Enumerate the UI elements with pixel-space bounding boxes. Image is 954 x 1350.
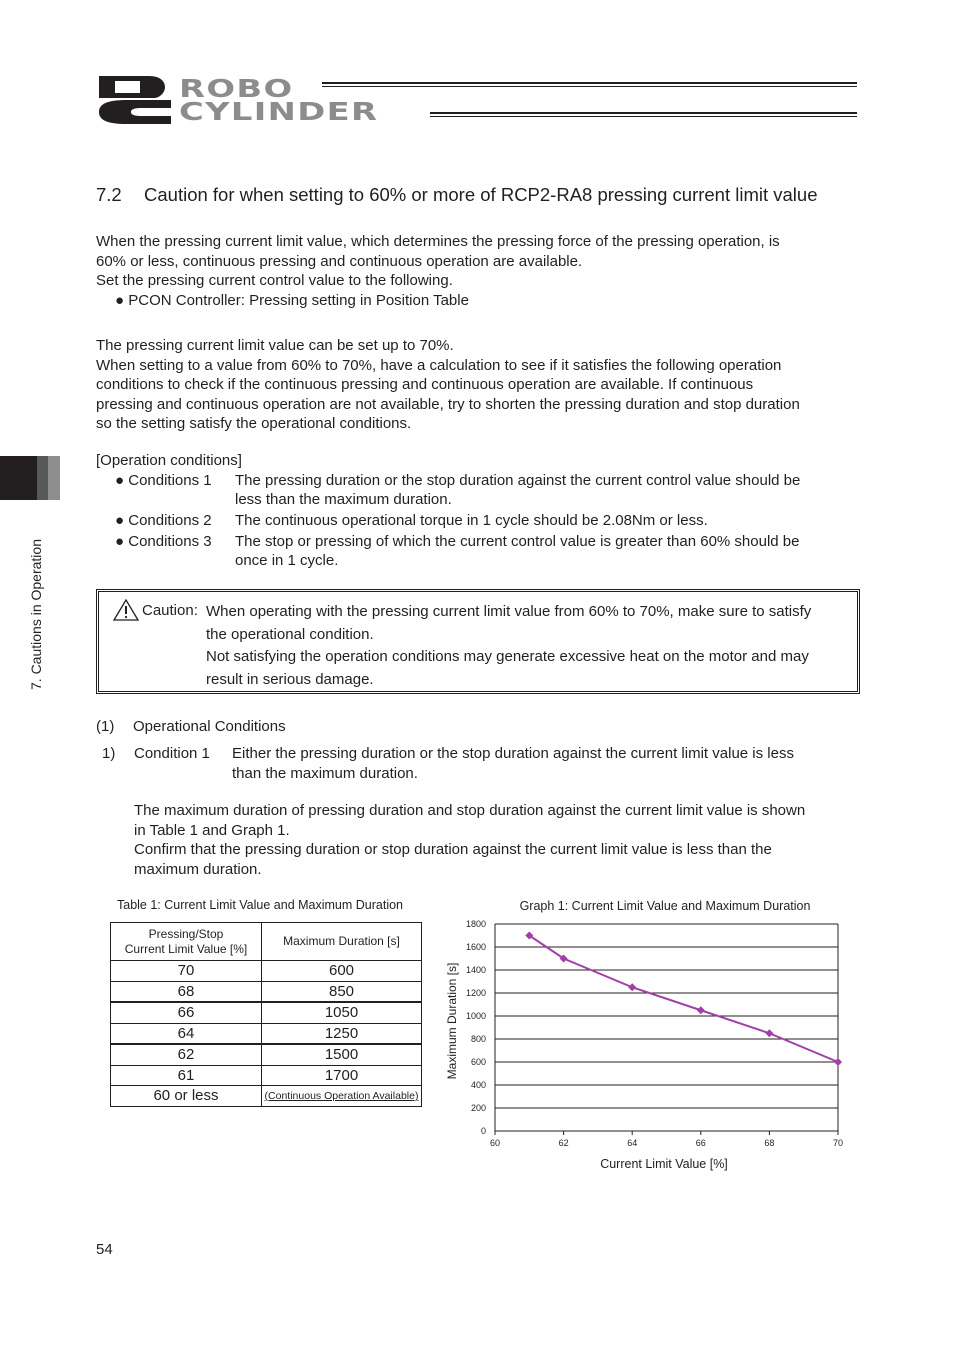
x-tick-label: 60 <box>489 1138 501 1148</box>
operation-conditions: [Operation conditions] ● Conditions 1 The pressing duration or the stop duration against the current control value should be less than the maximum duration. ● Conditions 2 The continuous operational torque in 1 cycle should be 2.08Nm or less. ● Conditions 3 The stop or pressing of which the current control value is greater than 60% should be once in 1 cycle. <box>96 452 801 569</box>
y-tick-label: 1000 <box>465 1011 486 1021</box>
caution-box: Caution: When operating with the pressing current limit value from 60% to 70%, make sure to satisfy the operational condition. Not satisfying the operation conditions may generate excessive heat on the motor and may result in serious damage. <box>96 589 860 694</box>
table-intro: The maximum duration of pressing duration and stop duration against the current limit value is shown in Table 1 and Graph 1. Confirm that the pressing duration or stop duration against the current limit value is less than the maximum duration. <box>134 802 806 878</box>
x-tick-label: 66 <box>695 1138 706 1148</box>
table-row: 60 or less (Continuous Operation Available) <box>111 1086 422 1107</box>
y-tick-label: 800 <box>470 1034 486 1044</box>
table-row: 62 1500 <box>111 1044 422 1065</box>
x-tick-label: 68 <box>764 1138 775 1148</box>
y-tick-label: 1400 <box>465 965 486 975</box>
col-header-duration: Maximum Duration [s] <box>262 923 422 961</box>
chapter-label: 7. Cautions in Operation <box>28 539 44 690</box>
y-tick-label: 400 <box>470 1080 486 1090</box>
subsection-title: Operational Conditions <box>133 718 286 735</box>
x-tick-label: 62 <box>558 1138 569 1148</box>
y-tick-label: 1600 <box>465 942 486 952</box>
page-number: 54 <box>96 1241 113 1258</box>
table-row: 64 1250 <box>111 1023 422 1044</box>
table-row: 68 850 <box>111 981 422 1002</box>
y-tick-label: 200 <box>470 1103 486 1113</box>
y-tick-label: 0 <box>480 1126 486 1136</box>
logo-cylinder: CYLINDER <box>179 97 379 126</box>
table-row: 66 1050 <box>111 1002 422 1023</box>
data-point <box>697 1006 705 1014</box>
table-row: 61 1700 <box>111 1065 422 1086</box>
y-axis-label: Maximum Duration [s] <box>445 962 459 1080</box>
condition-label: ● Conditions 2 <box>115 511 212 529</box>
section-title: Caution for when setting to 60% or more of RCP2-RA8 pressing current limit value <box>144 184 818 205</box>
data-point <box>834 1058 842 1066</box>
y-tick-label: 1200 <box>465 988 486 998</box>
table-caption: Table 1: Current Limit Value and Maximum Duration <box>117 898 404 912</box>
condition-label: ● Conditions 1 <box>115 471 212 489</box>
y-tick-label: 1800 <box>465 919 486 929</box>
subsection-number: (1) <box>96 718 115 735</box>
data-point <box>765 1029 773 1037</box>
x-tick-label: 70 <box>832 1138 844 1148</box>
logo-robo: ROBO <box>179 74 294 103</box>
section-number: 7.2 <box>96 184 122 205</box>
bullet-icon: ● <box>115 291 125 309</box>
manual-page: ROBO CYLINDER 7. Cautions in Operation 7.2 Caution for when setting to 60% or more of RCP2-RA8 pressing current limit value When the pressing current limit value, which determines the pressing force of the pressing operation, is 60% or less, continuous pressing and continuous operation are available. Set the pressing current control value to the following. ● PCON Controller: Pressing setting in Position Table The pressing current limit value can be set up to 70%. When setting to a value from 60% to 70%, have a calculation to see if it satisfies the following operation conditions to check if the continuous pressing and continuous operation are available. If continuous pressing and continuous operation are not available, try to shorten the pressing duration and stop duration so the setting satisfy the operational conditions. [Operation conditions] ● Conditions 1 The pressing duration or the stop duration against the current control value should be less than the maximum duration. ● Conditions 2 The continuous operational torque in 1 cycle should be 2.08Nm or less. ● Conditions 3 The stop or pressing of which the current control value is greater than 60% should be once in 1 cycle. Caution: When operating with the pressing current limit value from 60% to 70%, make sure to satisfy the operational condition. Not satisfying the operation conditions may generate excessive heat on the motor and may result in serious damage. (1) Operational Conditions 1) Condition 1 Either the pressing duration or the stop duration against the current limit value is less than the maximum duration. The maximum duration of pressing duration and stop duration against the current limit value is shown in Table 1 and Graph 1. Confirm that the pressing duration or stop duration against the current limit value is less than the maximum duration. Table 1: Current Limit Value and Maximum Duration Pressing/Stop Current Limit Value [%] Maximum Duration [s] 70 600 68 850 66 1050 64 1250 62 1500 61 1700 60 or less (Continuous Operation Available) Graph 1: Current Limit Value and Maximum Duration Current Limit Value [%] Maximum Duration [s] 0 200 400 600 800 1000 1200 1400 1600 1800 60 62 64 66 68 70 54 <box>0 0 954 1350</box>
table-row: 70 600 <box>111 961 422 982</box>
x-axis-label: Current Limit Value [%] <box>600 1157 728 1171</box>
condition-label: ● Conditions 3 <box>115 532 212 550</box>
limit-paragraph: The pressing current limit value can be set up to 70%. When setting to a value from 60% to 70%, have a calculation to see if it satisfies the following operation conditions to check if the continuous pressing and continuous operation are available. If continuous pressing and continuous operation are not available, try to shorten the pressing duration and stop duration so the setting satisfy the operational conditions. <box>96 337 800 432</box>
x-tick-label: 64 <box>627 1138 638 1148</box>
chart-title: Graph 1: Current Limit Value and Maximum Duration <box>519 899 811 913</box>
col-header-current: Pressing/Stop Current Limit Value [%] <box>111 923 262 961</box>
intro-paragraph: When the pressing current limit value, which determines the pressing force of the pressing operation, is 60% or less, continuous pressing and continuous operation are available. Set the pressing current control value to the following. ● PCON Controller: Pressing setting in Position Table <box>96 233 780 309</box>
data-point <box>628 983 636 991</box>
series-line <box>529 936 838 1063</box>
y-tick-label: 600 <box>470 1057 486 1067</box>
